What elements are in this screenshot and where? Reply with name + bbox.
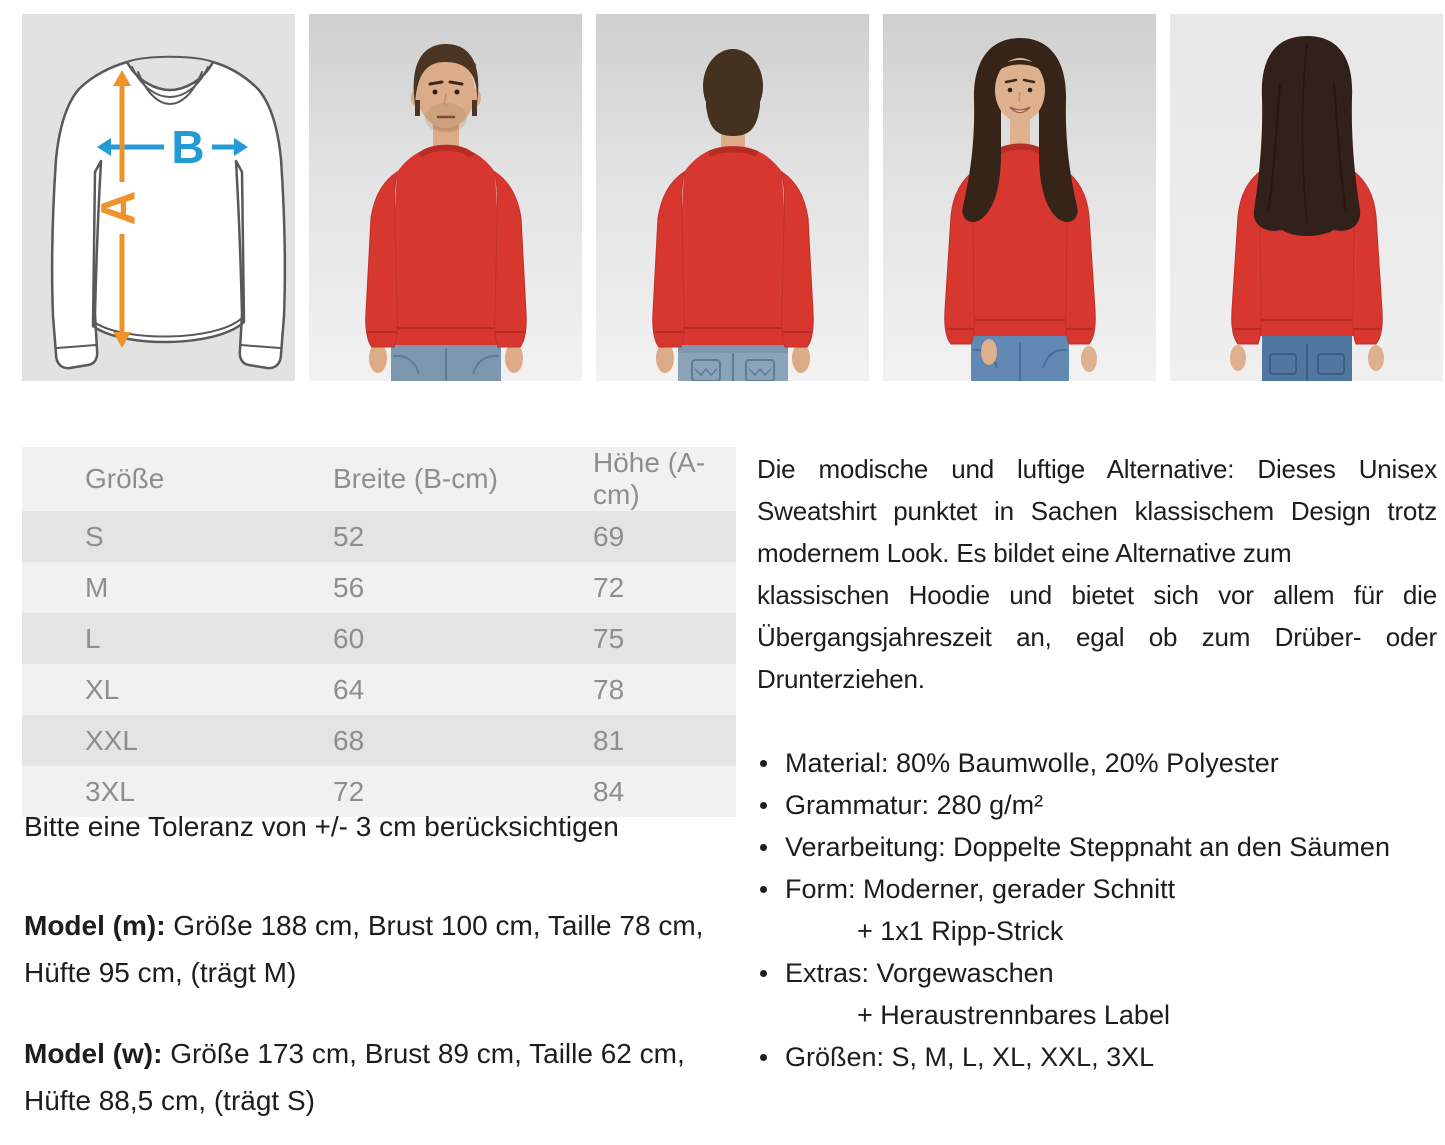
model-w-info (24, 1030, 734, 1124)
feature-item-grammatur (757, 784, 1445, 826)
description-line: Sweatshirt punktet in Sachen klassischem Design trotz (757, 496, 1437, 526)
size-cell: 68 (333, 724, 365, 756)
bullet-icon (760, 1054, 767, 1061)
female-front-illustration (883, 14, 1156, 381)
feature-item-extras (757, 952, 1445, 994)
size-cell: 78 (593, 673, 625, 705)
height-arrow-label: A (92, 190, 146, 226)
bullet-icon (760, 844, 767, 851)
size-cell: S (85, 520, 104, 552)
feature-item-ripp-strick (757, 910, 1445, 952)
tolerance-note: Bitte eine Toleranz von +/- 3 cm berücksichtigen (24, 811, 619, 842)
photo-female-back (1170, 14, 1443, 381)
size-diagram-panel (22, 14, 295, 381)
feature-text: Extras: Vorgewaschen (785, 958, 1054, 988)
size-col-header: Breite (B-cm) (333, 463, 498, 494)
size-row (22, 511, 736, 562)
feature-item-material (757, 742, 1445, 784)
size-table (22, 447, 736, 817)
size-cell: L (85, 622, 101, 654)
feature-item-verarbeitung (757, 826, 1445, 868)
description-line: klassischen Hoodie und bietet sich vor allem für die (757, 580, 1437, 610)
size-cell: 64 (333, 673, 365, 705)
size-row (22, 715, 736, 766)
feature-text: Material: 80% Baumwolle, 20% Polyester (785, 748, 1279, 778)
photo-female-front (883, 14, 1156, 381)
bullet-icon (760, 886, 767, 893)
description-line: Die modische und luftige Alternative: Dieses Unisex (757, 454, 1437, 484)
size-cell: 84 (593, 775, 625, 807)
size-col-header: Größe (85, 463, 165, 494)
model-m-info (24, 902, 734, 996)
model-m-text-line1: Größe 188 cm, Brust 100 cm, Taille 78 cm, (165, 910, 704, 941)
model-w-label: Model (w): (24, 1038, 163, 1069)
size-cell: 3XL (85, 775, 135, 807)
feature-item-groessen (757, 1036, 1445, 1078)
size-cell: 72 (333, 775, 365, 807)
size-table-header-row (22, 447, 736, 511)
model-m-text-line2: Hüfte 95 cm, (trägt M) (24, 957, 297, 988)
size-cell: 56 (333, 571, 365, 603)
size-cell: 60 (333, 622, 365, 654)
bullet-icon (760, 802, 767, 809)
size-cell: 52 (333, 520, 365, 552)
model-m-label: Model (m): (24, 910, 166, 941)
bullet-icon (760, 970, 767, 977)
size-row (22, 562, 736, 613)
model-w-text-line2: Hüfte 88,5 cm, (trägt S) (24, 1085, 315, 1116)
description-block (757, 448, 1437, 700)
size-cell: M (85, 571, 109, 603)
model-w-text-line1: Größe 173 cm, Brust 89 cm, Taille 62 cm, (162, 1038, 685, 1069)
feature-text: + 1x1 Ripp-Strick (857, 916, 1064, 946)
size-cell: 75 (593, 622, 625, 654)
description-line: Übergangsjahreszeit an, egal ob zum Drüber- oder (757, 622, 1437, 652)
feature-text: Verarbeitung: Doppelte Steppnaht an den Säumen (785, 832, 1390, 862)
description-line: Drunterziehen. (757, 664, 925, 694)
feature-text: + Heraustrennbares Label (857, 1000, 1170, 1030)
male-front-illustration (309, 14, 582, 381)
feature-text: Größen: S, M, L, XL, XXL, 3XL (785, 1042, 1155, 1072)
photo-male-back (596, 14, 869, 381)
description-line: modernem Look. Es bildet eine Alternative zum (757, 538, 1292, 568)
width-arrow-label: B (171, 121, 205, 173)
size-cell: 69 (593, 520, 625, 552)
sweatshirt-outline-image (22, 14, 295, 381)
size-cell: XXL (85, 724, 138, 756)
bullet-icon (760, 760, 767, 767)
size-cell: 72 (593, 571, 625, 603)
feature-text: Form: Moderner, gerader Schnitt (785, 874, 1176, 904)
feature-item-label (757, 994, 1445, 1036)
feature-list (757, 742, 1445, 1078)
female-back-illustration (1170, 14, 1443, 381)
male-back-illustration (596, 14, 869, 381)
size-row (22, 613, 736, 664)
feature-item-form (757, 868, 1445, 910)
size-col-header: Höhe (A-cm) (593, 447, 706, 510)
size-row (22, 664, 736, 715)
size-cell: XL (85, 673, 120, 705)
size-cell: 81 (593, 724, 625, 756)
feature-text: Grammatur: 280 g/m² (785, 790, 1044, 820)
photo-male-front (309, 14, 582, 381)
